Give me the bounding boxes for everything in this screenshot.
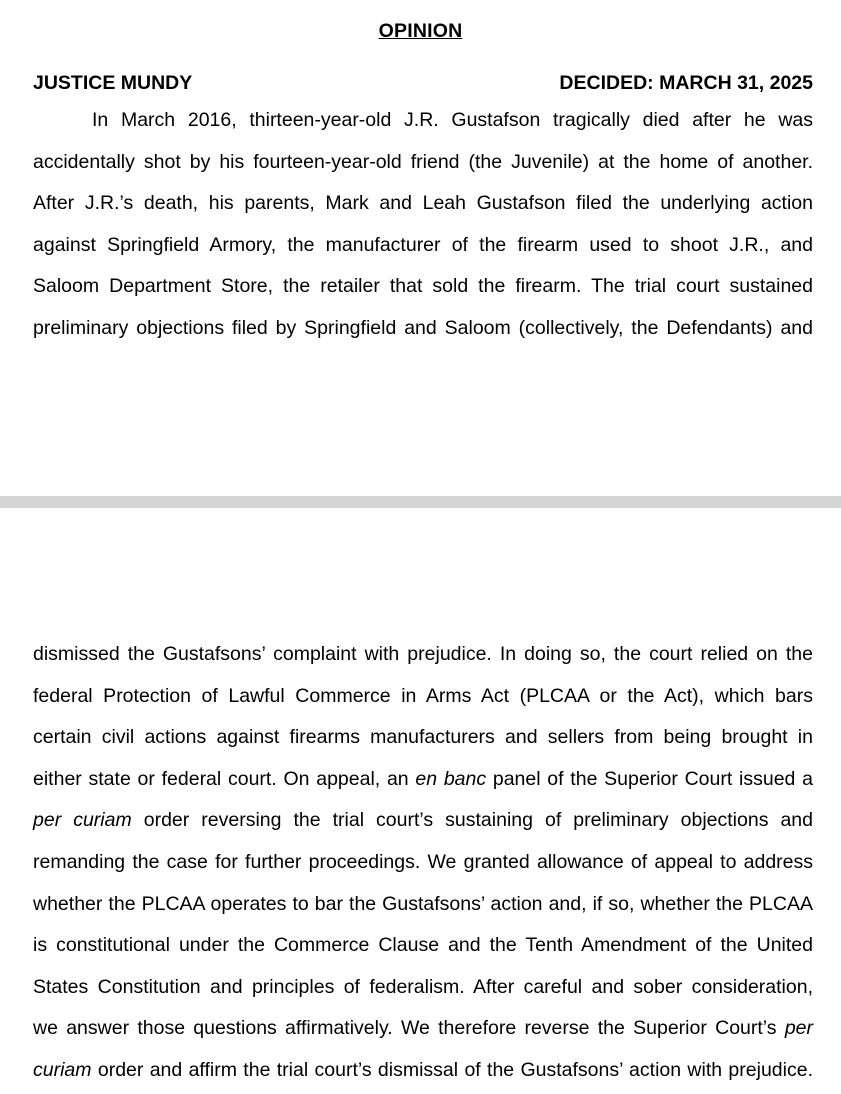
- opinion-header: [33, 72, 813, 96]
- text-line: preliminary objections filed by Springfield and Saloom (collectively, the Defendants) and: [33, 316, 813, 339]
- text-line: dismissed the Gustafsons’ complaint with prejudice. In doing so, the court relied on the: [33, 643, 813, 665]
- italic-term: per: [784, 1017, 813, 1040]
- text-line: accidentally shot by his fourteen-year-old friend (the Juvenile) at the home of another.: [33, 150, 813, 173]
- text-line: whether the PLCAA operates to bar the Gustafsons’ action and, if so, whether the PLCAA: [33, 892, 813, 915]
- opinion-title: OPINION: [378, 20, 463, 42]
- text-line: [33, 1050, 813, 1092]
- opinion-paragraph-part-1: [33, 100, 813, 350]
- text-line: [33, 1008, 813, 1050]
- text-line: federal Protection of Lawful Commerce in Arms Act (PLCAA or the Act), which bars: [33, 684, 813, 707]
- text-line: Saloom Department Store, the retailer that sold the firearm. The trial court sustained: [33, 275, 813, 298]
- text-run: either state or federal court. On appeal, an: [33, 767, 416, 790]
- justice-name: JUSTICE MUNDY: [33, 72, 193, 94]
- text-line: [33, 759, 813, 801]
- text-run: panel of the Superior Court issued a: [486, 767, 813, 790]
- opinion-paragraph-part-2: [33, 634, 813, 1092]
- italic-term: en banc: [415, 767, 487, 790]
- text-line: remanding the case for further proceedings. We granted allowance of appeal to address: [33, 850, 813, 873]
- page-top: [0, 0, 841, 496]
- text-line: is constitutional under the Commerce Clause and the Tenth Amendment of the United: [33, 934, 813, 957]
- text-line: States Constitution and principles of federalism. After careful and sober consideration,: [33, 975, 813, 998]
- italic-term: per curiam: [33, 809, 132, 832]
- text-line: [33, 800, 813, 842]
- text-line: against Springfield Armory, the manufacturer of the firearm used to shoot J.R., and: [33, 233, 813, 256]
- text-line: In March 2016, thirteen-year-old J.R. Gustafson tragically died after he was: [92, 109, 813, 131]
- text-line: After J.R.’s death, his parents, Mark and Leah Gustafson filed the underlying action: [33, 192, 813, 215]
- page-separator: [0, 496, 841, 508]
- decided-date: DECIDED: MARCH 31, 2025: [559, 72, 813, 94]
- text-line: certain civil actions against firearms manufacturers and sellers from being brought in: [33, 726, 813, 749]
- italic-term: curiam: [33, 1058, 92, 1081]
- text-run: we answer those questions affirmatively. We therefore reverse the Superior Court’s: [33, 1017, 785, 1040]
- text-run: order and affirm the trial court’s dismissal of the Gustafsons’ action with prejudice.: [91, 1058, 813, 1081]
- text-run: order reversing the trial court’s sustaining of preliminary objections and: [131, 809, 813, 832]
